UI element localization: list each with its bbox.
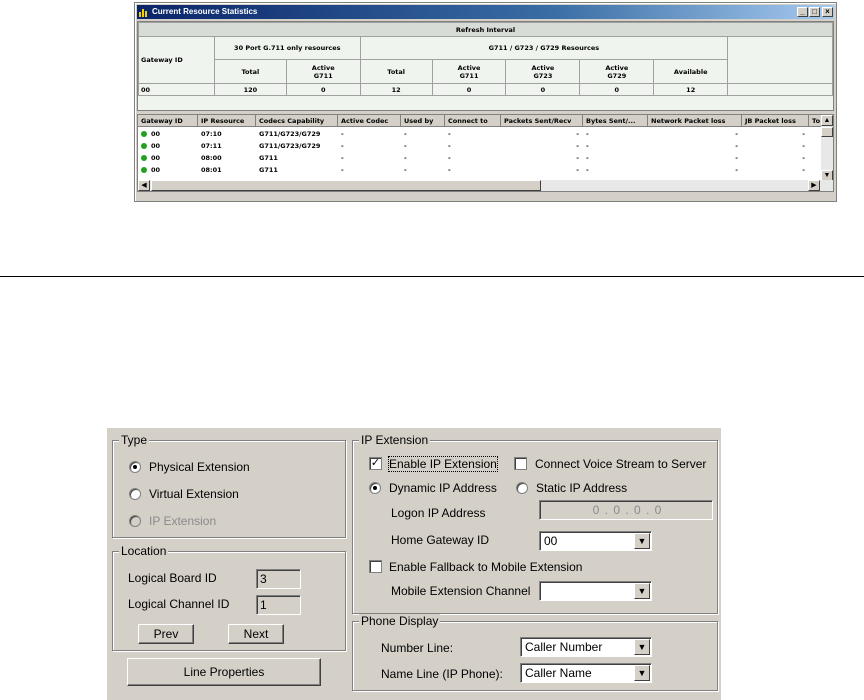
location-group (112, 544, 346, 651)
summary-value: 0 (432, 84, 506, 96)
logical-channel-id-label: Logical Channel ID (128, 597, 230, 611)
cell-codecs: G711/G723/G729 (259, 142, 321, 150)
cell-connect-to: - (448, 142, 451, 150)
cell-ip-resource: 07:11 (201, 142, 222, 150)
mobile-extension-channel-label: Mobile Extension Channel (391, 584, 531, 598)
logical-board-id-label: Logical Board ID (128, 571, 217, 585)
col-header-jb-loss[interactable]: JB Packet loss (742, 115, 809, 127)
number-line-label: Number Line: (381, 641, 454, 655)
horizontal-scroll-thumb[interactable] (151, 180, 541, 191)
cell-used-by: - (404, 130, 407, 138)
summary-value: 12 (360, 84, 432, 96)
cell-jb-loss: - (802, 166, 805, 174)
cell-gateway: 00 (151, 130, 161, 138)
cell-packets: - (576, 142, 579, 150)
phone-display-legend: Phone Display (361, 614, 439, 628)
col-header-ip-resource[interactable]: IP Resource (198, 115, 256, 127)
chart-icon (139, 7, 149, 17)
cell-connect-to: - (448, 166, 451, 174)
logical-channel-id-field: 1 (256, 595, 301, 615)
cell-bytes: - (586, 154, 589, 162)
number-line-value: Caller Number (525, 640, 603, 654)
connect-voice-stream-label[interactable]: Connect Voice Stream to Server (535, 457, 707, 471)
type-group (112, 433, 346, 538)
chevron-down-icon[interactable]: ▼ (634, 533, 650, 549)
logon-ip-address-label: Logon IP Address (391, 506, 486, 520)
chevron-down-icon[interactable]: ▼ (634, 583, 650, 599)
ip-extension-label: IP Extension (149, 514, 217, 528)
col-active-g729: Active G729 (580, 60, 654, 84)
status-dot-icon (141, 155, 147, 161)
enable-fallback-label[interactable]: Enable Fallback to Mobile Extension (389, 560, 583, 574)
col-header-network-loss[interactable]: Network Packet loss (648, 115, 742, 127)
cell-gateway: 00 (151, 142, 161, 150)
extension-settings-panel (107, 428, 721, 700)
summary-table (137, 21, 834, 111)
cell-active-codec: - (341, 166, 344, 174)
ip-extension-radio (129, 515, 141, 527)
cell-bytes: - (586, 130, 589, 138)
scroll-right-icon[interactable]: ▶ (808, 180, 820, 191)
col-header-bytes[interactable]: Bytes Sent/... (583, 115, 648, 127)
table-row[interactable] (138, 128, 821, 140)
static-ip-label[interactable]: Static IP Address (536, 481, 628, 495)
ip-extension-group (352, 433, 718, 614)
static-ip-radio[interactable] (516, 482, 528, 494)
table-row[interactable] (138, 164, 821, 176)
col-active-g711-1: Active G711 (286, 60, 360, 84)
cell-network-loss: - (735, 130, 738, 138)
cell-packets: - (576, 130, 579, 138)
summary-value: 0 (580, 84, 654, 96)
cell-used-by: - (404, 154, 407, 162)
home-gateway-id-value: 00 (544, 534, 558, 548)
cell-active-codec: - (341, 130, 344, 138)
title-bar (137, 5, 834, 19)
col-available: Available (654, 60, 728, 84)
col-header-connect-to[interactable]: Connect to (445, 115, 501, 127)
col-total-1: Total (214, 60, 286, 84)
cell-packets: - (576, 166, 579, 174)
g711-only-header: 30 Port G.711 only resources (214, 37, 360, 60)
cell-codecs: G711 (259, 166, 278, 174)
cell-connect-to: - (448, 130, 451, 138)
chevron-down-icon[interactable]: ▼ (634, 639, 650, 655)
cell-jb-loss: - (802, 154, 805, 162)
vertical-scroll-thumb[interactable] (821, 127, 833, 137)
col-header-codecs[interactable]: Codecs Capability (256, 115, 338, 127)
location-legend: Location (121, 544, 167, 558)
scroll-up-icon[interactable]: ▲ (821, 115, 833, 126)
cell-jb-loss: - (802, 142, 805, 150)
cell-connect-to: - (448, 154, 451, 162)
virtual-extension-radio[interactable] (129, 488, 141, 500)
window-title: Current Resource Statistics (152, 7, 258, 16)
horizontal-scrollbar[interactable] (138, 180, 833, 191)
cell-network-loss: - (735, 154, 738, 162)
summary-value: 12 (654, 84, 728, 96)
resource-stats-window (134, 2, 837, 202)
enable-ip-extension-checkbox[interactable]: ✓ (370, 457, 381, 469)
grid-header (138, 115, 821, 127)
gateway-id-header: Gateway ID (139, 37, 215, 84)
phone-display-group (352, 614, 718, 691)
logon-ip-address-field: 0 . 0 . 0 . 0 (539, 500, 713, 520)
table-row[interactable] (138, 152, 821, 164)
home-gateway-id-label: Home Gateway ID (391, 533, 490, 547)
type-legend: Type (121, 433, 148, 447)
physical-extension-radio[interactable] (129, 461, 141, 473)
dynamic-ip-label[interactable]: Dynamic IP Address (389, 481, 497, 495)
cell-jb-loss: - (802, 130, 805, 138)
name-line-value: Caller Name (525, 666, 592, 680)
scroll-left-icon[interactable]: ◀ (138, 180, 150, 191)
cell-network-loss: - (735, 166, 738, 174)
cell-ip-resource: 08:01 (201, 166, 222, 174)
scroll-down-icon[interactable]: ▼ (821, 170, 833, 181)
table-row[interactable] (138, 140, 821, 152)
cell-ip-resource: 07:10 (201, 130, 222, 138)
cell-ip-resource: 08:00 (201, 154, 222, 162)
mixed-codec-header: G711 / G723 / G729 Resources (360, 37, 727, 60)
cell-codecs: G711 (259, 154, 278, 162)
virtual-extension-label[interactable]: Virtual Extension (149, 487, 239, 501)
divider-line (0, 276, 864, 277)
status-dot-icon (141, 143, 147, 149)
physical-extension-label[interactable]: Physical Extension (149, 460, 250, 474)
status-dot-icon (141, 131, 147, 137)
status-dot-icon (141, 167, 147, 173)
refresh-interval-header[interactable]: Refresh Interval (139, 23, 833, 37)
dynamic-ip-radio[interactable] (369, 482, 381, 494)
prev-button[interactable]: Prev (138, 624, 194, 644)
col-total-2: Total (360, 60, 432, 84)
col-header-used-by[interactable]: Used by (401, 115, 445, 127)
resource-grid[interactable] (137, 114, 834, 192)
minimize-button[interactable]: _ (797, 7, 808, 17)
col-header-active-codec[interactable]: Active Codec (338, 115, 401, 127)
cell-bytes: - (586, 142, 589, 150)
connect-voice-stream-checkbox[interactable] (514, 457, 527, 470)
cell-packets: - (576, 154, 579, 162)
name-line-select[interactable] (520, 663, 652, 683)
enable-fallback-checkbox[interactable] (369, 560, 382, 573)
logical-board-id-field: 3 (256, 569, 301, 589)
cell-gateway: 00 (151, 154, 161, 162)
cell-bytes: - (586, 166, 589, 174)
cell-active-codec: - (341, 154, 344, 162)
cell-active-codec: - (341, 142, 344, 150)
col-header-gateway-id[interactable]: Gateway ID (138, 115, 198, 127)
blank-header (728, 37, 833, 84)
summary-value: 120 (214, 84, 286, 96)
chevron-down-icon[interactable]: ▼ (634, 665, 650, 681)
col-active-g711-2: Active G711 (432, 60, 506, 84)
cell-network-loss: - (735, 142, 738, 150)
close-button[interactable]: × (822, 7, 833, 17)
maximize-button[interactable]: □ (809, 7, 820, 17)
col-active-g723: Active G723 (506, 60, 580, 84)
summary-value: 0 (286, 84, 360, 96)
ip-extension-legend: IP Extension (361, 433, 429, 447)
line-properties-button[interactable]: Line Properties (127, 658, 321, 686)
number-line-select[interactable] (520, 637, 652, 657)
cell-gateway: 00 (151, 166, 161, 174)
col-header-to[interactable]: To (809, 115, 821, 127)
summary-value: 0 (506, 84, 580, 96)
cell-used-by: - (404, 166, 407, 174)
name-line-label: Name Line (IP Phone): (381, 667, 503, 681)
next-button[interactable]: Next (228, 624, 284, 644)
cell-used-by: - (404, 142, 407, 150)
col-header-packets[interactable]: Packets Sent/Recv (501, 115, 583, 127)
mobile-extension-channel-select[interactable] (539, 581, 652, 601)
cell-codecs: G711/G723/G729 (259, 130, 321, 138)
vertical-scrollbar[interactable] (821, 115, 833, 181)
home-gateway-id-select[interactable] (539, 531, 652, 551)
enable-ip-extension-label[interactable]: Enable IP Extension (389, 457, 497, 471)
summary-gateway: 00 (139, 84, 215, 96)
